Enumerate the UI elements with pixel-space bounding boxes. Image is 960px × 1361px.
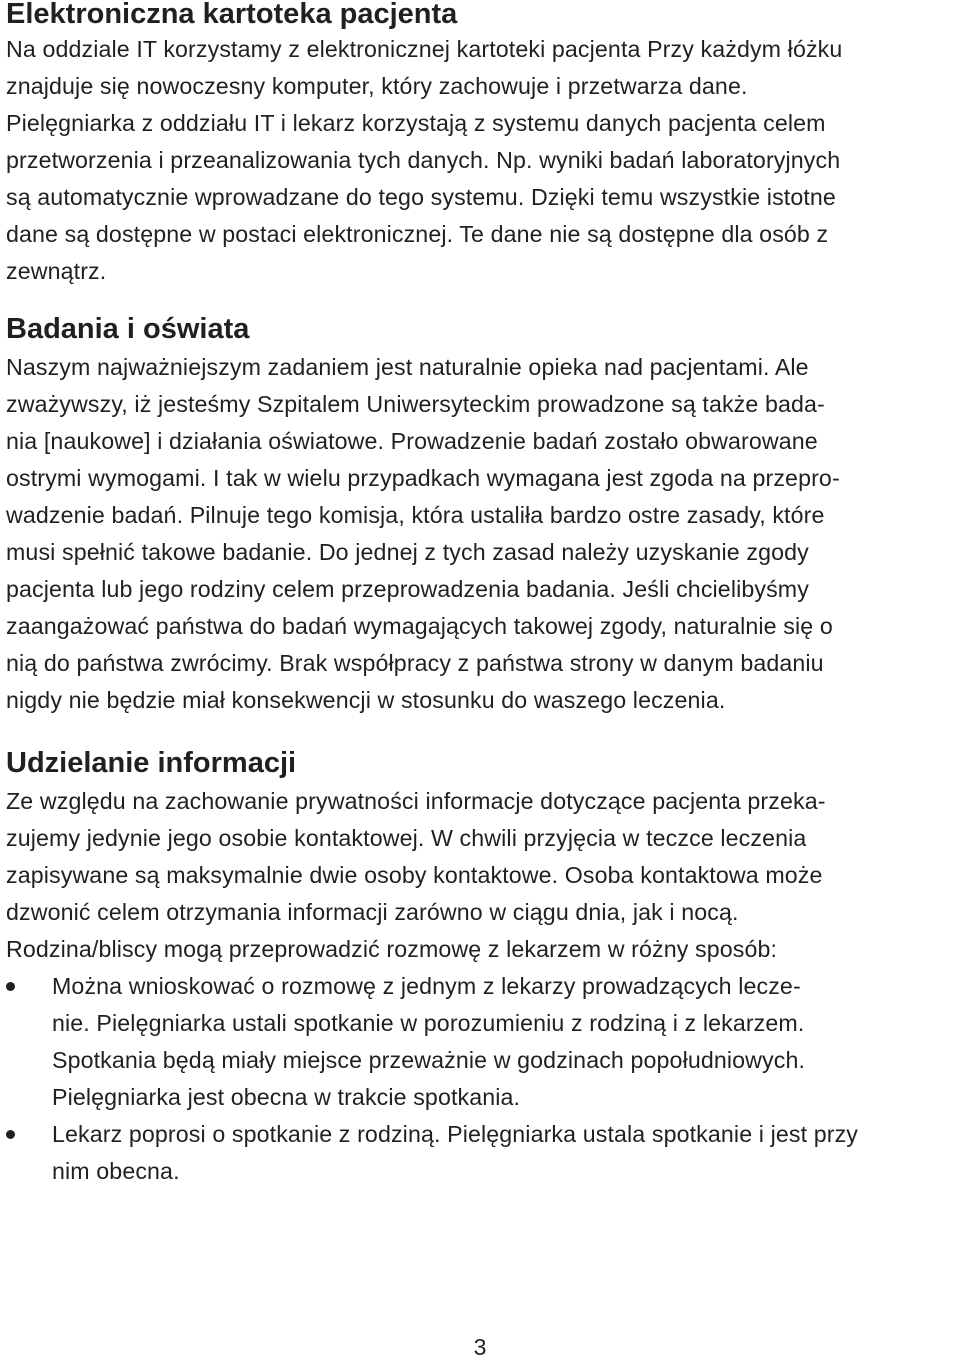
text-line: nia [naukowe] i działania oświatowe. Prowadzenie badań zostało obwarowane xyxy=(6,428,818,454)
section-kartoteka xyxy=(6,0,954,290)
text-line: dzwonić celem otrzymania informacji zarówno w ciągu dnia, jak i nocą. xyxy=(6,899,739,925)
text-line: ostrymi wymogami. I tak w wielu przypadkach wymagana jest zgoda na przepro- xyxy=(6,465,840,491)
document-page xyxy=(6,0,954,1190)
text-line: Naszym najważniejszym zadaniem jest naturalnie opieka nad pacjentami. Ale xyxy=(6,354,809,380)
text-line: Pielęgniarka z oddziału IT i lekarz korzystają z systemu danych pacjenta celem xyxy=(6,110,826,136)
text-line: Spotkania będą miały miejsce przeważnie w godzinach popołudniowych. xyxy=(52,1047,806,1073)
section-title-udzielanie: Udzielanie informacji xyxy=(6,747,297,779)
section-spacer xyxy=(6,719,954,746)
text-line: zważywszy, iż jesteśmy Szpitalem Uniwersyteckim prowadzone są także bada- xyxy=(6,391,825,417)
text-line: Ze względu na zachowanie prywatności informacje dotyczące pacjenta przeka- xyxy=(6,788,826,814)
text-line: znajduje się nowoczesny komputer, który zachowuje i przetwarza dane. xyxy=(6,73,748,99)
text-line: Lekarz poprosi o spotkanie z rodziną. Pielęgniarka ustala spotkanie i jest przy xyxy=(52,1121,859,1147)
section-spacer xyxy=(6,290,954,312)
text-line: zapisywane są maksymalnie dwie osoby kontaktowe. Osoba kontaktowa może xyxy=(6,862,823,888)
text-line: Rodzina/bliscy mogą przeprowadzić rozmowę z lekarzem w różny sposób: xyxy=(6,936,778,962)
paragraph-kartoteka xyxy=(6,31,954,290)
text-line: zaangażować państwa do badań wymagających takowej zgody, naturalnie się o xyxy=(6,613,833,639)
section-title-kartoteka: Elektroniczna kartoteka pacjenta xyxy=(6,0,458,30)
text-line: wadzenie badań. Pilnuje tego komisja, która ustaliła bardzo ostre zasady, które xyxy=(6,502,825,528)
text-line: przetworzenia i przeanalizowania tych danych. Np. wyniki badań laboratoryjnych xyxy=(6,147,841,173)
text-line: Pielęgniarka jest obecna w trakcie spotkania. xyxy=(52,1084,521,1110)
text-line: pacjenta lub jego rodziny celem przeprowadzenia badania. Jeśli chcielibyśmy xyxy=(6,576,809,602)
section-udzielanie xyxy=(6,746,954,1190)
text-line: nie. Pielęgniarka ustali spotkanie w porozumieniu z rodziną i z lekarzem. xyxy=(52,1010,805,1036)
list-item xyxy=(6,968,954,1116)
list-item xyxy=(6,1116,954,1190)
text-line: zujemy jedynie jego osobie kontaktowej. W chwili przyjęcia w teczce leczenia xyxy=(6,825,807,851)
text-line: nigdy nie będzie miał konsekwencji w stosunku do waszego leczenia. xyxy=(6,687,726,713)
text-line: zewnątrz. xyxy=(6,258,107,284)
text-line: Na oddziale IT korzystamy z elektronicznej kartoteki pacjenta Przy każdym łóżku xyxy=(6,36,843,62)
paragraph-udzielanie xyxy=(6,783,954,968)
text-line: są automatycznie wprowadzane do tego systemu. Dzięki temu wszystkie istotne xyxy=(6,184,836,210)
text-line: nią do państwa zwrócimy. Brak współpracy z państwa strony w danym badaniu xyxy=(6,650,824,676)
text-line: Można wnioskować o rozmowę z jednym z lekarzy prowadzących lecze- xyxy=(52,973,801,999)
text-line: musi spełnić takowe badanie. Do jednej z tych zasad należy uzyskanie zgody xyxy=(6,539,809,565)
text-line: nim obecna. xyxy=(52,1158,180,1184)
paragraph-badania xyxy=(6,349,954,719)
section-title-badania: Badania i oświata xyxy=(6,313,250,345)
text-line: dane są dostępne w postaci elektronicznej. Te dane nie są dostępne dla osób z xyxy=(6,221,829,247)
bullet-list xyxy=(6,968,954,1190)
section-badania xyxy=(6,312,954,719)
bullet-icon xyxy=(6,1130,15,1139)
bullet-icon xyxy=(6,982,15,991)
page-number: 3 xyxy=(473,1334,487,1360)
